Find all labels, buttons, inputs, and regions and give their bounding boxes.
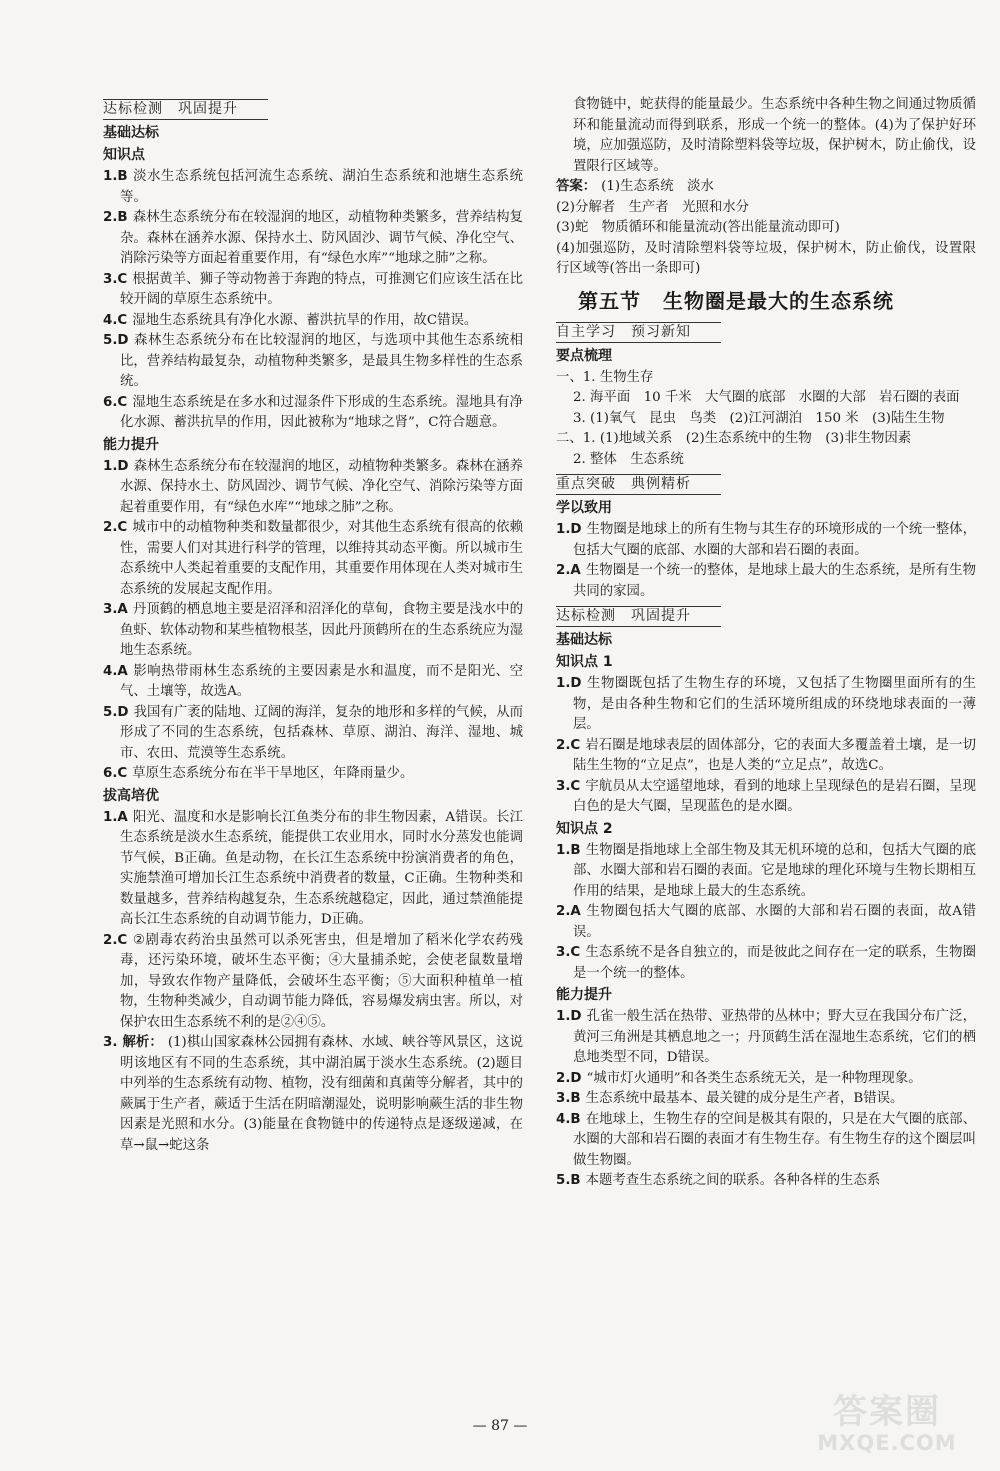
apply-answers [556, 520, 976, 602]
answer-item: (1)生态系统 淡水 [601, 179, 714, 194]
answer-number: 3.C [556, 778, 581, 794]
watermark-logo [792, 1393, 982, 1463]
answer-number: 2.C [556, 737, 581, 753]
answer-text: 生物圈是指地球上全部生物及其无机环境的总和，包括大气圈的底部、水圈大部和岩石圈的表面。它是地球的理化环境与生物长期相互作用的结果，是地球上最大的生态系统。 [573, 842, 976, 899]
answer-number: 1.B [556, 842, 581, 858]
answer-number: 3.C [556, 945, 581, 960]
answer-item [556, 1069, 976, 1090]
ability-answers [556, 1007, 976, 1192]
answer-text: 草原生态系统分布在半干旱地区，年降雨量少。 [132, 766, 414, 781]
answer-text: 城市中的动植物种类和数量都很少，对其他生态系统有很高的依赖性，需要人们对其进行科学的管理，以维持其动态平衡。所以城市生态系统中人类起着重要的支配作用，其重要作用体现在人类对城市生态系统的发展起支配作用。 [120, 520, 523, 597]
answer-number: 5.D [103, 333, 129, 348]
answer-text: 生物圈包括大气圈的底部、水圈的大部和岩石圈的表面，故A错误。 [573, 904, 976, 940]
answer-text: 本题考查生态系统之间的联系。各种各样的生态系 [585, 1173, 881, 1188]
answer-item [556, 1110, 976, 1172]
answer-number: 1.D [556, 676, 582, 691]
answer-item [556, 943, 976, 984]
heading-ability: 能力提升 [556, 987, 612, 1003]
answer-text: “城市灯火通明”和各类生态系统无关，是一种物理现象。 [586, 1070, 922, 1086]
answer-number: 4.A [103, 663, 128, 679]
answer-item [556, 1171, 976, 1192]
advanced-answers [103, 808, 523, 1157]
answer-item [103, 931, 523, 1034]
answer-text: 生物圈既包括了生物生存的环境，又包括了生物圈里面所有的生物，是由各种生物和它们的生活环境所组成的环绕地球表面的一薄层。 [573, 676, 976, 732]
answer-item [103, 764, 523, 785]
answer-number: 2.D [556, 1070, 582, 1086]
answer-text: 淡水生态系统包括河流生态系统、湖泊生态系统和池塘生态系统等。 [120, 169, 523, 205]
answer-text: 宇航员从太空遥望地球，看到的地球上呈现绿色的是岩石圈，呈现白色的是大气圈，呈现蓝色的是水圈。 [573, 778, 976, 814]
answer-text: 森林生态系统分布在较湿润的地区，动植物种类繁多。森林在涵养水源、保持水土、防风固沙、调节气候、净化空气、消除污染等方面起着重要作用，有“绿色水库”“地球之肺”之称。 [120, 458, 523, 515]
answer-text: 丹顶鹤的栖息地主要是沼泽和沼泽化的草甸，食物主要是浅水中的鱼虾、软体动物和某些植物根茎，因此丹顶鹤所在的生态系统应为湿地生态系统。 [120, 602, 523, 658]
heading-ability: 能力提升 [103, 436, 159, 453]
answer-number: 1.A [103, 809, 128, 825]
left-column [103, 95, 523, 1156]
answer-number: 2.A [556, 904, 581, 919]
answer-item [556, 561, 976, 602]
answer-number: 3.C [103, 271, 128, 287]
heading-knowledge: 知识点 [103, 147, 145, 163]
answer-number: 5.D [103, 704, 129, 720]
answer-number: 4.B [556, 1111, 581, 1127]
answer-number: 1.D [556, 1009, 582, 1024]
watermark-url: MXQE.COM [817, 1431, 957, 1455]
continued-text: 食物链中，蛇获得的能量最少。生态系统中各种生物之间通过物质循环和能量流动而得到联系，形成一个统一的整体。(4)为了保护好环境，应加强巡防，及时清除塑料袋等垃圾，保护树木，防止偷伐，设置限行区域等。 [573, 97, 976, 174]
answer-text: 生物圈是地球上的所有生物与其生存的环境形成的一个统一整体，包括大气圈的底部、水圈的大部和岩石圈的表面。 [573, 522, 976, 558]
answer-number: 1.D [556, 522, 582, 537]
answer-number: 6.C [103, 394, 128, 410]
ability-answers [103, 457, 523, 785]
answer-number: 3.B [556, 1091, 581, 1106]
answer-text: 湿地生态系统具有净化水源、蓄洪抗旱的作用，故C错误。 [132, 312, 478, 328]
band-check-consolidate: 达标检测 巩固提升 [556, 606, 721, 627]
answer-text: 生物圈是一个统一的整体，是地球上最大的生态系统，是所有生物共同的家园。 [573, 563, 976, 599]
watermark-text: 答案圈 [833, 1392, 941, 1432]
answer-text: 我国有广袤的陆地、辽阔的海洋，复杂的地形和多样的气候，从而形成了不同的生态系统，包括森林、草原、湖泊、海洋、湿地、城市、农田、荒漠等生态系统。 [120, 704, 523, 761]
answer-label: 答案： [556, 179, 597, 194]
heading-apply: 学以致用 [556, 500, 612, 516]
answer-item [556, 902, 976, 943]
answer-item: (4)加强巡防，及时清除塑料袋等垃圾，保护树木，防止偷伐，设置限行区域等(答出一条即可) [556, 240, 976, 276]
answer-item [103, 331, 523, 393]
knowledge-2-answers [556, 841, 976, 985]
answer-item [103, 518, 523, 600]
answer-number: 1.D [103, 458, 129, 474]
point-line: 3. (1)氧气 昆虫 鸟类 (2)江河湖泊 150 米 (3)陆生生物 [573, 410, 945, 426]
answer-text: 湿地生态系统是在多水和过湿条件下形成的生态系统。湿地具有净化水源、蓄洪抗旱的作用，因此被称为“地球之肾”，C符合题意。 [120, 394, 523, 430]
heading-points: 要点梳理 [556, 347, 612, 364]
section-name: 生物圈是最大的生态系统 [663, 288, 894, 313]
section-number: 第五节 [578, 288, 641, 313]
answer-item [103, 167, 523, 208]
right-column [556, 95, 976, 1192]
answer-number: 4.C [103, 312, 128, 328]
page-number: — 87 — [472, 1418, 528, 1434]
point-line: 二、1. (1)地域关系 (2)生态系统中的生物 (3)非生物因素 [556, 431, 912, 446]
point-line: 2. 整体 生态系统 [573, 451, 684, 467]
answer-item [103, 662, 523, 703]
answer-text: 生态系统中最基本、最关键的成分是生产者，B错误。 [585, 1091, 904, 1106]
answer-number: 3. [103, 1035, 118, 1050]
answer-item [556, 736, 976, 777]
answer-item [556, 1089, 976, 1110]
answer-text: 影响热带雨林生态系统的主要因素是水和温度，而不是阳光、空气、土壤等，故选A。 [120, 663, 523, 699]
answer-text: 孔雀一般生活在热带、亚热带的丛林中；野大豆在我国分布广泛，黄河三角洲是其栖息地之一；丹顶鹤生活在湿地生态系统，它们的栖息地类型不同，D错误。 [573, 1009, 976, 1065]
band-self-study: 自主学习 预习新知 [556, 322, 721, 343]
basic-answers [103, 167, 523, 434]
knowledge-1-answers [556, 674, 976, 818]
answer-text: 在地球上，生物生存的空间是极其有限的，只是在大气圈的底部、水圈的大部和岩石圈的表面才有生物生存。有生物生存的这个圈层叫做生物圈。 [573, 1111, 976, 1168]
answer-number: 6.C [103, 766, 128, 781]
answer-text: ②剧毒农药治虫虽然可以杀死害虫，但是增加了稻米化学农药残毒，还污染环境，破坏生态平衡；④大量捕杀蛇，会使老鼠数量增加，导致农作物产量降低，会破坏生态平衡；⑤大面积种植单一植物，生物种类减少，自动调节能力降低，容易爆发病虫害。所以，对保护农田生态系统不利的是②④⑤。 [120, 932, 523, 1030]
heading-advanced: 拔高培优 [103, 787, 159, 804]
answer-text: 森林生态系统分布在比较湿润的地区，与选项中其他生态系统相比，营养结构最复杂，动植物种类繁多，是最具生物多样性的生态系统。 [120, 333, 523, 389]
answer-text: 森林生态系统分布在较湿润的地区，动植物种类繁多，营养结构复杂。森林在涵养水源、保持水土、防风固沙、调节气候、净化空气、消除污染等方面起着重要作用，有“绿色水库”“地球之肺”之称。 [120, 210, 523, 266]
point-line: 2. 海平面 10 千米 大气圈的底部 水圈的大部 岩石圈的表面 [573, 390, 960, 405]
answer-item [103, 208, 523, 270]
answer-item [103, 703, 523, 765]
answer-item: (3)蛇 物质循环和能量流动(答出能量流动即可) [556, 220, 840, 235]
answer-text: 生态系统不是各自独立的，而是彼此之间存在一定的联系，生物圈是一个统一的整体。 [573, 945, 976, 981]
answer-line [556, 177, 976, 198]
answer-item: (2)分解者 生产者 光照和水分 [556, 199, 750, 215]
answer-item [103, 808, 523, 931]
answer-item [103, 600, 523, 662]
analysis-label: 解析： [122, 1035, 163, 1050]
heading-knowledge-2: 知识点 2 [556, 820, 613, 837]
answer-item [103, 393, 523, 434]
answer-text: 根据黄羊、狮子等动物善于奔跑的特点，可推测它们应该生活在比较开阔的草原生态系统中。 [120, 271, 523, 307]
answer-item [556, 674, 976, 736]
heading-basic: 基础达标 [103, 125, 159, 141]
answer-item [103, 270, 523, 311]
answer-number: 3.A [103, 602, 128, 617]
answer-item [103, 311, 523, 332]
answer-number: 2.B [103, 210, 128, 225]
band-key-points: 重点突破 典例精析 [556, 474, 721, 495]
answer-item [103, 1033, 523, 1156]
answer-number: 1.B [103, 169, 128, 184]
section-title [578, 286, 976, 316]
answer-item [556, 1007, 976, 1069]
heading-knowledge-1: 知识点 1 [556, 654, 613, 670]
answer-text: 阳光、温度和水是影响长江鱼类分布的非生物因素，A错误。长江生态系统是淡水生态系统，能提供工农业用水，同时水分蒸发也能调节气候，B正确。鱼是动物，在长江生态系统中扮演消费者的角色，实施禁渔可增加长江生态系统中消费者的数量，C正确。生物种类和数量越多，营养结构越复杂，生态系统越稳定，因此，通过禁渔能提高长江生态系统的自动调节能力，D正确。 [120, 809, 523, 927]
answer-number: 2.C [103, 932, 128, 948]
answer-item [556, 841, 976, 903]
answer-number: 5.B [556, 1173, 581, 1188]
answer-item [556, 520, 976, 561]
heading-basic: 基础达标 [556, 632, 612, 648]
answer-text: 岩石圈是地球表层的固体部分，它的表面大多覆盖着土壤，是一切陆生生物的“立足点”，也是人类的“立足点”，故选C。 [573, 737, 976, 773]
band-check-consolidate: 达标检测 巩固提升 [103, 99, 268, 120]
point-line: 一、1. 生物生存 [556, 369, 654, 385]
answer-text: (1)棋山国家森林公园拥有森林、水域、峡谷等风景区，这说明该地区有不同的生态系统，其中湖泊属于淡水生态系统。(2)题目中列举的生态系统有动物、植物，没有细菌和真菌等分解者，其中的蕨属于生产者，蕨适于生活在阴暗潮湿处，说明影响蕨生活的非生物因素是光照和水分。(3)能量在食物链中的传递特点是逐级递减，在草→鼠→蛇这条 [120, 1035, 523, 1153]
answer-number: 2.A [556, 563, 581, 578]
answer-number: 2.C [103, 520, 128, 535]
answer-item [103, 457, 523, 519]
answer-item [556, 777, 976, 818]
